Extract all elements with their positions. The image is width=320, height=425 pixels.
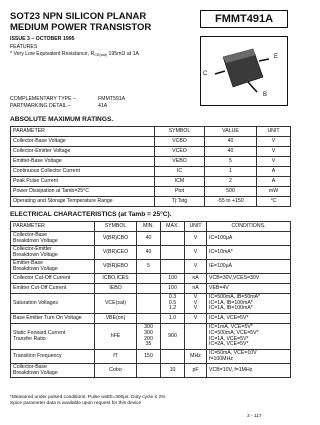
min-cell	[137, 284, 161, 294]
param-cell: Emitter-Base Voltage	[11, 157, 155, 167]
sot23-package-icon	[201, 37, 287, 105]
unit-cell: V	[257, 157, 291, 167]
symbol-cell: IEBO	[95, 284, 137, 294]
abs-max-heading: ABSOLUTE MAXIMUM RATINGS.	[10, 116, 114, 123]
param-cell: Saturation Voltages	[11, 294, 95, 314]
value-cell: 2	[205, 177, 257, 187]
elec-heading: ELECTRICAL CHARACTERISTICS (at Tamb = 25°C).	[10, 211, 172, 218]
unit-cell: V	[185, 314, 207, 324]
symbol-cell: fT	[95, 350, 137, 364]
unit-cell: V	[185, 260, 207, 274]
table-row	[11, 137, 291, 147]
value-cell: 1	[205, 167, 257, 177]
conditions-cell: IC=1A, VCE=5V*	[207, 314, 291, 324]
table-row	[11, 232, 291, 246]
header-parameter: PARAMETER	[11, 222, 95, 232]
symbol-cell: hFE	[95, 324, 137, 350]
package-diagram	[200, 36, 288, 106]
complementary-value: FMMT591A	[98, 96, 126, 102]
param-cell: Transition Frequency	[11, 350, 95, 364]
min-cell: 150	[137, 350, 161, 364]
table-row	[11, 260, 291, 274]
header-symbol: SYMBOL	[155, 127, 205, 137]
table-row	[11, 350, 291, 364]
title-line-2: MEDIUM POWER TRANSISTOR	[10, 22, 152, 33]
unit-cell: nA	[185, 284, 207, 294]
param-cell: Collector-Base Breakdown Voltage	[11, 364, 95, 378]
unit-cell: A	[257, 177, 291, 187]
header-symbol: SYMBOL	[95, 222, 137, 232]
feature-suffix: 195mΩ at 1A	[107, 51, 139, 57]
abs-max-table	[10, 126, 291, 207]
symbol-cell: ICM	[155, 177, 205, 187]
unit-cell: A	[257, 167, 291, 177]
param-cell: Operating and Storage Temperature Range	[11, 197, 155, 207]
unit-cell: V	[257, 137, 291, 147]
features-heading: FEATURES	[10, 44, 38, 50]
issue-line: ISSUE 3 – OCTOBER 1995	[10, 36, 75, 42]
table-row	[11, 147, 291, 157]
symbol-cell: V(BR)CEO	[95, 246, 137, 260]
header-min: MIN.	[137, 222, 161, 232]
param-cell: Emitter Cut-Off Current	[11, 284, 95, 294]
pin-label-b: B	[263, 92, 268, 98]
min-cell: 5	[137, 260, 161, 274]
header-conditions: CONDITIONS.	[207, 222, 291, 232]
symbol-cell: VCEO	[155, 147, 205, 157]
max-cell: 100	[161, 284, 185, 294]
abs-max-header-row	[11, 127, 291, 137]
table-row	[11, 314, 291, 324]
value-cell: 500	[205, 187, 257, 197]
table-row	[11, 294, 291, 314]
unit-cell: V	[257, 147, 291, 157]
symbol-cell: VCE(sat)	[95, 294, 137, 314]
value-cell: 40	[205, 147, 257, 157]
param-cell: Power Dissipation at Tamb=25°C	[11, 187, 155, 197]
elec-table	[10, 221, 291, 378]
header-unit: UNIT	[257, 127, 291, 137]
min-cell	[137, 274, 161, 284]
symbol-cell: V(BR)CBO	[95, 232, 137, 246]
conditions-cell: VEB=4V	[207, 284, 291, 294]
value-cell: 5	[205, 157, 257, 167]
complementary-label: COMPLEMENTARY TYPE –	[10, 96, 76, 102]
footnote-pulsed: *Measured under pulsed conditions. Pulse width=300μs. Duty cycle ≤ 2%	[10, 395, 166, 400]
min-cell: 40	[137, 246, 161, 260]
table-row	[11, 246, 291, 260]
min-cell	[137, 294, 161, 314]
part-number: FMMT491A	[214, 13, 274, 25]
unit-cell: mW	[257, 187, 291, 197]
feature-item	[10, 51, 139, 58]
param-cell: Collector-Emitter Voltage	[11, 147, 155, 157]
max-cell	[161, 260, 185, 274]
symbol-cell: Ptot	[155, 187, 205, 197]
value-cell: -55 to +150	[205, 197, 257, 207]
title-line-1: SOT23 NPN SILICON PLANAR	[10, 11, 147, 22]
param-cell: Peak Pulse Current	[11, 177, 155, 187]
table-row	[11, 284, 291, 294]
param-cell: Collector-Base Breakdown Voltage	[11, 232, 95, 246]
symbol-cell: IC	[155, 167, 205, 177]
header-unit: UNIT	[185, 222, 207, 232]
symbol-cell: Cobo	[95, 364, 137, 378]
param-cell: Collector-Base Voltage	[11, 137, 155, 147]
conditions-cell: IC=100μA	[207, 232, 291, 246]
max-cell: 100	[161, 274, 185, 284]
table-row	[11, 274, 291, 284]
max-cell	[161, 350, 185, 364]
conditions-cell: IC=1mA, VCE=5V* IC=500mA, VCE=5V* IC=1A, VCE=5V* IC=2A, VCE=5V*	[207, 324, 291, 350]
unit-cell: V	[185, 246, 207, 260]
feature-prefix: * Very Low Equivalent Resistance, R	[10, 51, 95, 57]
conditions-cell: IC=10mA*	[207, 246, 291, 260]
param-cell: Static Forward Current Transfer Ratio	[11, 324, 95, 350]
part-number-box	[200, 10, 288, 28]
max-cell: 0.3 0.5 1.2	[161, 294, 185, 314]
header-max: MAX.	[161, 222, 185, 232]
conditions-cell: VCB=30V,VCES=30V	[207, 274, 291, 284]
symbol-cell: VBE(on)	[95, 314, 137, 324]
max-cell	[161, 246, 185, 260]
min-cell	[137, 314, 161, 324]
table-row	[11, 167, 291, 177]
pin-label-c: C	[203, 71, 208, 77]
unit-cell: MHz	[185, 350, 207, 364]
header-value: VALUE	[205, 127, 257, 137]
feature-subscript: CE(sat)	[94, 53, 108, 57]
param-cell: Emitter-Base Breakdown Voltage	[11, 260, 95, 274]
elec-header-row	[11, 222, 291, 232]
max-cell: 900	[161, 324, 185, 350]
footnote-spice: Spice parameter data is available upon request for this device	[10, 401, 142, 406]
partmarking-label: PARTMARKING DETAIL –	[10, 103, 71, 109]
table-row	[11, 324, 291, 350]
partmarking-value: 41A	[98, 103, 108, 109]
param-cell: Collector-Emitter Breakdown Voltage	[11, 246, 95, 260]
conditions-cell: IC=500mA, IB=50mA* IC=1A, IB=100mA* IC=1A, IB=100mA*	[207, 294, 291, 314]
param-cell: Continuous Collector Current	[11, 167, 155, 177]
max-cell	[161, 232, 185, 246]
param-cell: Base Emitter Turn On Voltage	[11, 314, 95, 324]
unit-cell: nA	[185, 274, 207, 284]
table-row	[11, 364, 291, 378]
conditions-cell: VCB=10V, f=1MHz	[207, 364, 291, 378]
symbol-cell: Tj:Tstg	[155, 197, 205, 207]
min-cell: 40	[137, 232, 161, 246]
value-cell: 40	[205, 137, 257, 147]
unit-cell: V	[185, 232, 207, 246]
page-number: 3 - 117	[247, 414, 262, 419]
unit-cell: V V V	[185, 294, 207, 314]
unit-cell	[185, 324, 207, 350]
header-parameter: PARAMETER	[11, 127, 155, 137]
table-row	[11, 187, 291, 197]
symbol-cell: VCBO	[155, 137, 205, 147]
symbol-cell: V(BR)EBO	[95, 260, 137, 274]
symbol-cell: ICBO,ICES	[95, 274, 137, 284]
conditions-cell: IC=50mA, VCE=10V f=100MHz	[207, 350, 291, 364]
max-cell: 10	[161, 364, 185, 378]
symbol-cell: VEBO	[155, 157, 205, 167]
pin-label-e: E	[274, 54, 279, 60]
unit-cell: pF	[185, 364, 207, 378]
table-row	[11, 197, 291, 207]
max-cell: 1.0	[161, 314, 185, 324]
table-row	[11, 157, 291, 167]
min-cell: 300 300 200 35	[137, 324, 161, 350]
unit-cell: °C	[257, 197, 291, 207]
conditions-cell: IE=100μA	[207, 260, 291, 274]
min-cell	[137, 364, 161, 378]
table-row	[11, 177, 291, 187]
param-cell: Collector Cut-Off Current	[11, 274, 95, 284]
